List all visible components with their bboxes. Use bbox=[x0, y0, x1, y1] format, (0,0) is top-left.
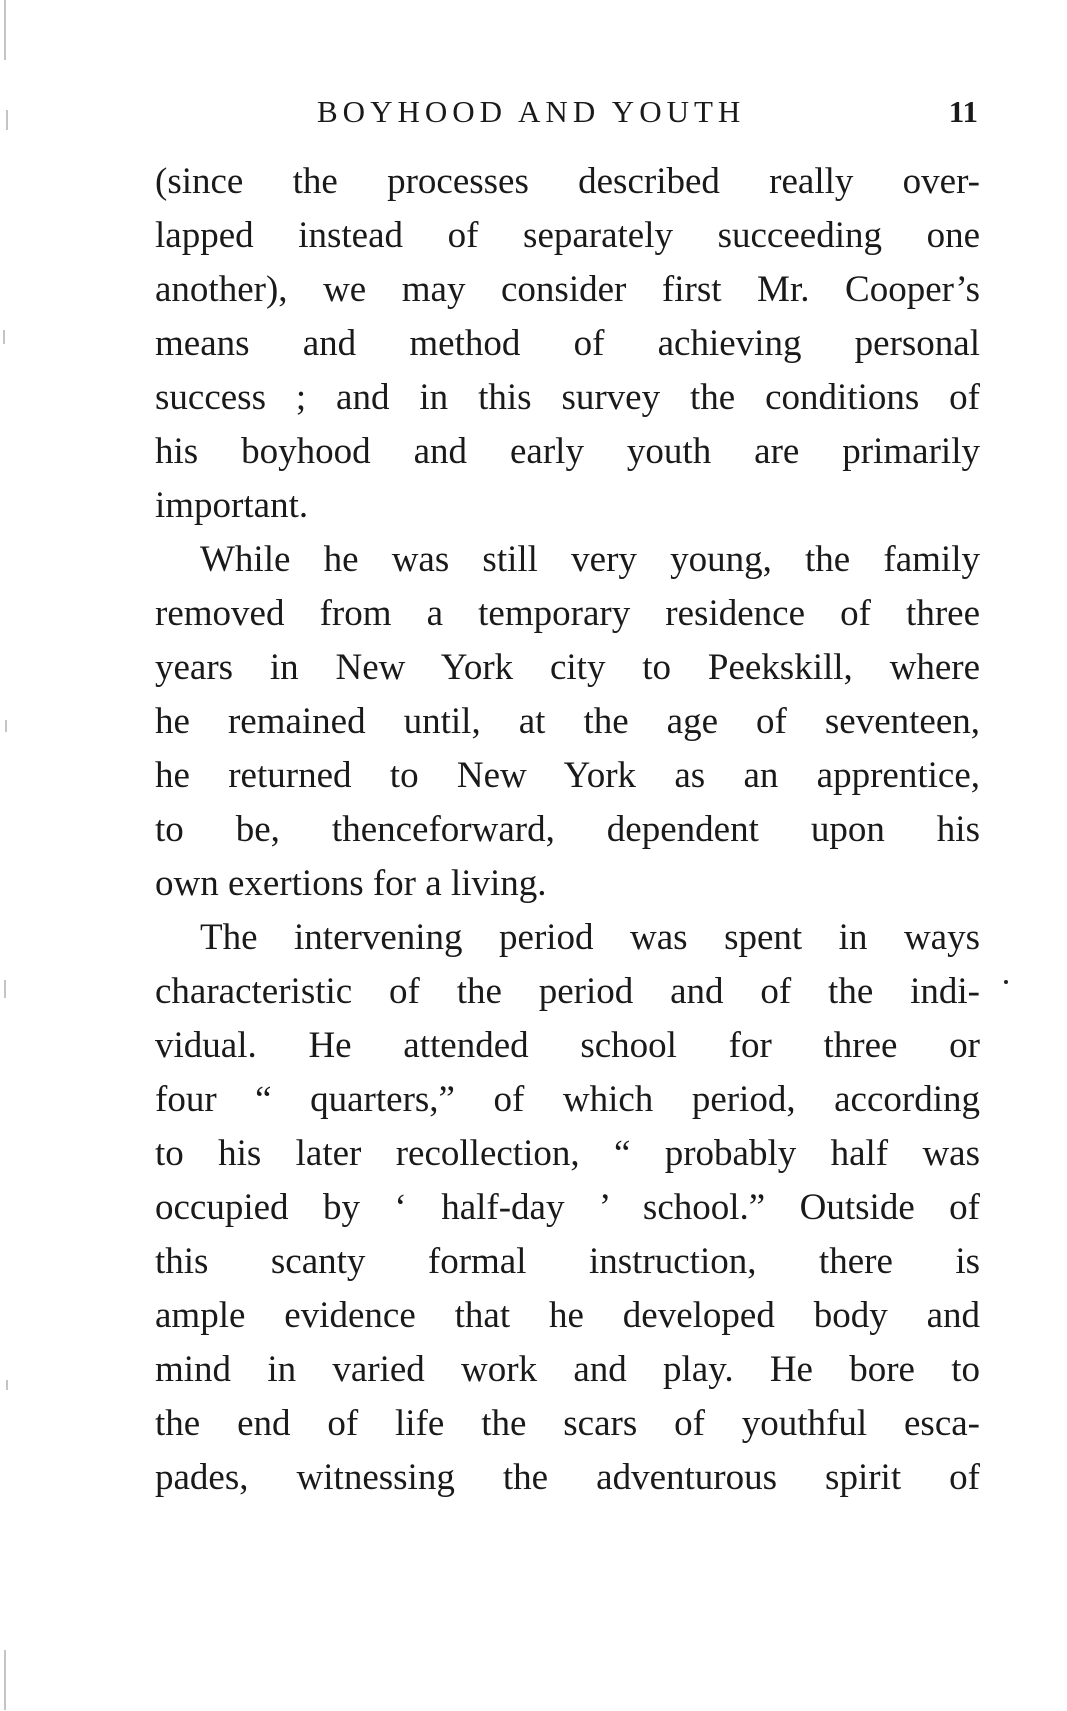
text-line: lapped instead of separately succeeding one bbox=[155, 215, 980, 256]
page-header bbox=[155, 92, 980, 132]
scan-edge-marks bbox=[0, 0, 18, 1711]
scan-speck bbox=[4, 1650, 6, 1710]
text-line: another), we may consider first Mr. Cooper’s bbox=[155, 269, 980, 310]
running-head: BOYHOOD AND YOUTH bbox=[317, 94, 746, 129]
text-line: removed from a temporary residence of three bbox=[155, 593, 980, 634]
scan-speck bbox=[6, 1380, 8, 1390]
text-line: While he was still very young, the family bbox=[200, 539, 980, 580]
text-line: years in New York city to Peekskill, where bbox=[155, 647, 980, 688]
text-line: vidual. He attended school for three or bbox=[155, 1025, 980, 1066]
ink-dot bbox=[1004, 980, 1008, 984]
text-line: own exertions for a living. bbox=[155, 863, 547, 904]
scan-speck bbox=[6, 110, 8, 130]
scan-speck bbox=[3, 330, 5, 344]
text-line: to be, thenceforward, dependent upon his bbox=[155, 809, 980, 850]
text-line: this scanty formal instruction, there is bbox=[155, 1241, 980, 1282]
scan-speck bbox=[4, 0, 6, 60]
text-line: characteristic of the period and of the indi- bbox=[155, 971, 980, 1012]
scan-speck bbox=[4, 980, 6, 998]
text-line: (since the processes described really over- bbox=[155, 161, 980, 202]
text-line: success ; and in this survey the conditions of bbox=[155, 377, 980, 418]
text-line: he returned to New York as an apprentice, bbox=[155, 755, 980, 796]
text-line: the end of life the scars of youthful esca- bbox=[155, 1403, 980, 1444]
text-line: occupied by ‘ half-day ’ school.” Outside of bbox=[155, 1187, 980, 1228]
text-line: four “ quarters,” of which period, according bbox=[155, 1079, 980, 1120]
text-line: The intervening period was spent in ways bbox=[200, 917, 980, 958]
text-line: pades, witnessing the adventurous spirit of bbox=[155, 1457, 980, 1498]
text-line: to his later recollection, “ probably half was bbox=[155, 1133, 980, 1174]
text-line: ample evidence that he developed body and bbox=[155, 1295, 980, 1336]
text-line: important. bbox=[155, 485, 309, 526]
text-line: mind in varied work and play. He bore to bbox=[155, 1349, 980, 1390]
text-line: he remained until, at the age of seventeen, bbox=[155, 701, 980, 742]
scan-speck bbox=[5, 720, 7, 732]
text-line: his boyhood and early youth are primarily bbox=[155, 431, 980, 472]
body-text bbox=[155, 155, 980, 1505]
page-number: 11 bbox=[948, 94, 978, 129]
text-line: means and method of achieving personal bbox=[155, 323, 980, 364]
